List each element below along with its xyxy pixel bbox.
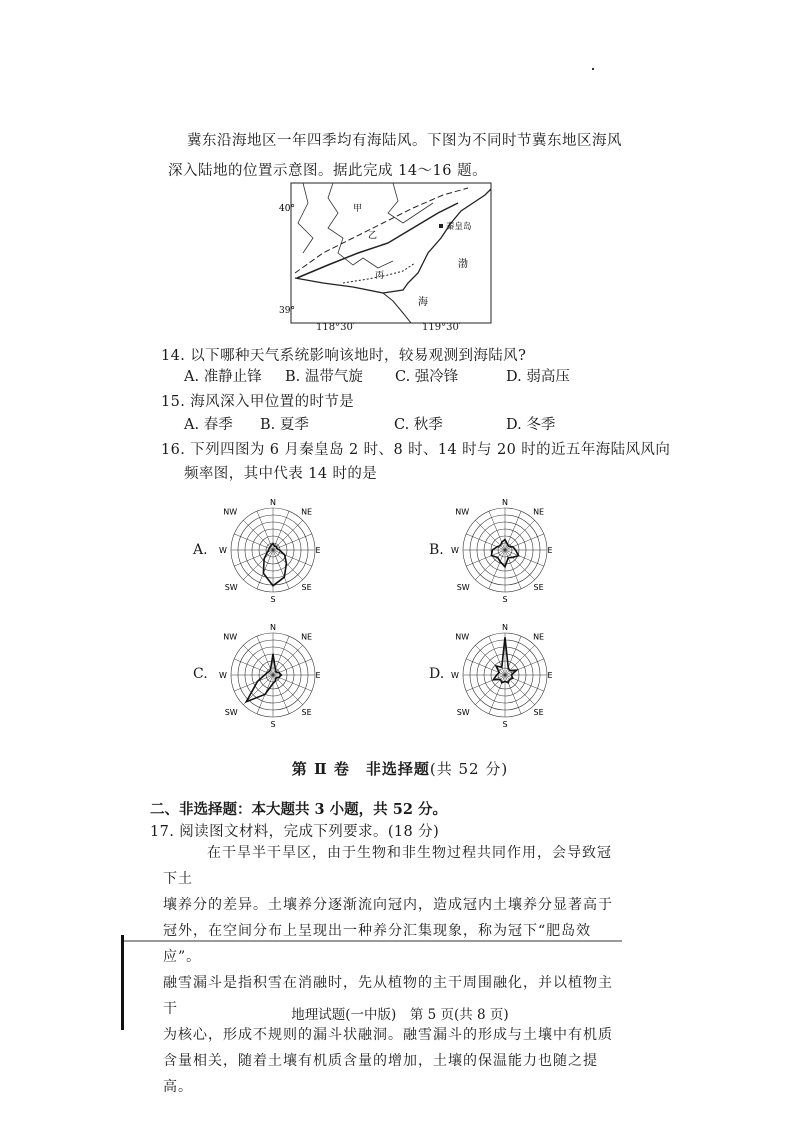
question-16-line-2: 频率图，其中代表 14 时的是: [184, 466, 378, 482]
intro-line-1: 冀东沿海地区一年四季均有海陆风。下图为不同时节冀东地区海风: [187, 133, 622, 149]
rose-spoke: [273, 550, 303, 580]
rose-direction-n: N: [502, 623, 508, 632]
rose-spoke: [273, 645, 303, 675]
question-14: 14. 以下哪种天气系统影响该地时，较易观测到海陆风?: [161, 348, 527, 364]
rose-direction-ne: NE: [301, 507, 313, 517]
rose-direction-nw: NW: [223, 507, 238, 517]
lat-bottom-label: 39°: [279, 306, 295, 316]
rose-spoke: [273, 520, 303, 550]
label-jia: 甲: [353, 204, 363, 214]
rose-direction-ne: NE: [301, 632, 313, 642]
rose-direction-ne: NE: [533, 632, 545, 642]
rose-direction-e: E: [547, 671, 553, 680]
rose-direction-s: S: [502, 595, 508, 604]
q15-option-b: B. 夏季: [260, 417, 309, 433]
question-15: 15. 海风深入甲位置的时节是: [161, 394, 355, 410]
rose-direction-s: S: [502, 720, 508, 729]
rose-direction-se: SE: [301, 582, 312, 592]
section-subhead: 二、非选择题：本大题共 3 小题，共 52 分。: [150, 801, 447, 818]
rose-direction-se: SE: [301, 707, 312, 717]
map-graphic: [279, 183, 493, 323]
coastline: [295, 189, 491, 293]
q14-option-c: C. 强冷锋: [395, 369, 459, 385]
rose-spoke: [475, 645, 505, 675]
q15-option-c: C. 秋季: [394, 417, 443, 433]
sea-label-bo: 渤: [458, 259, 468, 270]
label-yi: 乙: [368, 231, 378, 241]
city-marker: [439, 224, 443, 228]
rose-spoke: [505, 520, 535, 550]
lon-left-label: 118°30′: [316, 322, 356, 333]
rose-direction-w: W: [219, 546, 227, 555]
coastal-map: [279, 183, 493, 323]
rose-direction-e: E: [315, 671, 321, 680]
page-footer: 地理试题(一中版) 第 5 页(共 8 页): [291, 1007, 509, 1023]
intro-line-2: 深入陆地的位置示意图。据此完成 14～16 题。: [168, 163, 488, 179]
rose-direction-sw: SW: [224, 582, 238, 592]
rose-spoke: [243, 550, 273, 580]
passage-line-2: 壤养分的差异。土壤养分逐渐流向冠内，造成冠内土壤养分显著高于: [163, 897, 613, 913]
q15-option-d: D. 冬季: [506, 417, 556, 433]
breeze-line-jia: [295, 188, 468, 273]
passage-line-5: 为核心，形成不规则的漏斗状融洞。融雪漏斗的形成与土壤中有机质: [163, 1027, 613, 1043]
passage-line-1: 在干旱半干旱区，由于生物和非生物过程共同作用，会导致冠下土: [163, 845, 612, 887]
rose-direction-nw: NW: [455, 507, 470, 517]
boundary-line: [328, 183, 393, 268]
wind-rose-c: [219, 611, 323, 739]
q15-option-a: A. 春季: [184, 417, 233, 433]
rose-spoke: [243, 520, 273, 550]
passage-text: [163, 840, 618, 1100]
rose-direction-w: W: [219, 671, 227, 680]
rose-label-c: C.: [193, 666, 208, 682]
intro-text: [168, 126, 627, 186]
rose-direction-w: W: [451, 671, 459, 680]
rose-label-d: D.: [429, 666, 445, 682]
rose-label-b: B.: [429, 542, 444, 558]
rose-direction-s: S: [270, 720, 276, 729]
rose-direction-se: SE: [533, 582, 544, 592]
passage-line-6: 含量相关，随着土壤有机质含量的增加，土壤的保温能力也随之提高。: [163, 1053, 598, 1095]
rose-direction-nw: NW: [223, 632, 238, 642]
section-title-text: 第 Ⅱ 卷 非选择题: [291, 760, 430, 778]
rose-direction-se: SE: [533, 707, 544, 717]
question-17: 17. 阅读图文材料，完成下列要求。(18 分): [150, 824, 440, 840]
rose-direction-e: E: [315, 546, 321, 555]
rose-direction-n: N: [270, 623, 276, 632]
rose-spoke: [505, 550, 535, 580]
label-bing: 丙: [375, 271, 385, 281]
city-label: 秦皇岛: [446, 222, 472, 232]
sea-label-hai: 海: [418, 297, 428, 308]
q14-option-a: A. 准静止锋: [184, 369, 262, 385]
rose-label-a: A.: [193, 542, 208, 558]
boundary-line: [298, 183, 313, 253]
scan-speck: [592, 68, 594, 70]
rose-direction-sw: SW: [456, 582, 470, 592]
rose-direction-sw: SW: [224, 707, 238, 717]
wind-rose-b: [451, 486, 555, 614]
question-16: 16. 下列四图为 6 月秦皇岛 2 时、8 时、14 时与 20 时的近五年海陆风风向: [161, 442, 671, 458]
rose-spoke: [475, 550, 505, 580]
rose-direction-n: N: [270, 498, 276, 507]
scan-rule-line: [122, 940, 622, 942]
section-score: (共 52 分): [429, 760, 509, 778]
rose-direction-e: E: [547, 546, 553, 555]
coastline-lower: [383, 293, 411, 323]
passage-line-3: 冠外，在空间分布上呈现出一种养分汇集现象，称为冠下“肥岛效应”。: [163, 923, 592, 965]
q14-option-b: B. 温带气旋: [285, 369, 363, 385]
breeze-line-yi: [297, 203, 458, 278]
wind-rose-a: [219, 486, 323, 614]
rose-spoke: [243, 645, 273, 675]
boundary-line: [388, 183, 433, 223]
rose-direction-nw: NW: [455, 632, 470, 642]
rose-direction-w: W: [451, 546, 459, 555]
lat-top-label: 40°: [279, 204, 295, 214]
rose-spoke: [273, 675, 303, 705]
rose-direction-sw: SW: [456, 707, 470, 717]
passage-line-4: 融雪漏斗是指积雪在消融时，先从植物的主干周围融化，并以植物主干: [163, 975, 613, 1017]
lon-right-label: 119°30′: [422, 322, 462, 333]
wind-rose-d: [451, 611, 555, 739]
rose-direction-s: S: [270, 595, 276, 604]
q14-option-d: D. 弱高压: [506, 369, 570, 385]
section-title: [0, 758, 800, 779]
rose-direction-ne: NE: [533, 507, 545, 517]
rose-direction-n: N: [502, 498, 508, 507]
